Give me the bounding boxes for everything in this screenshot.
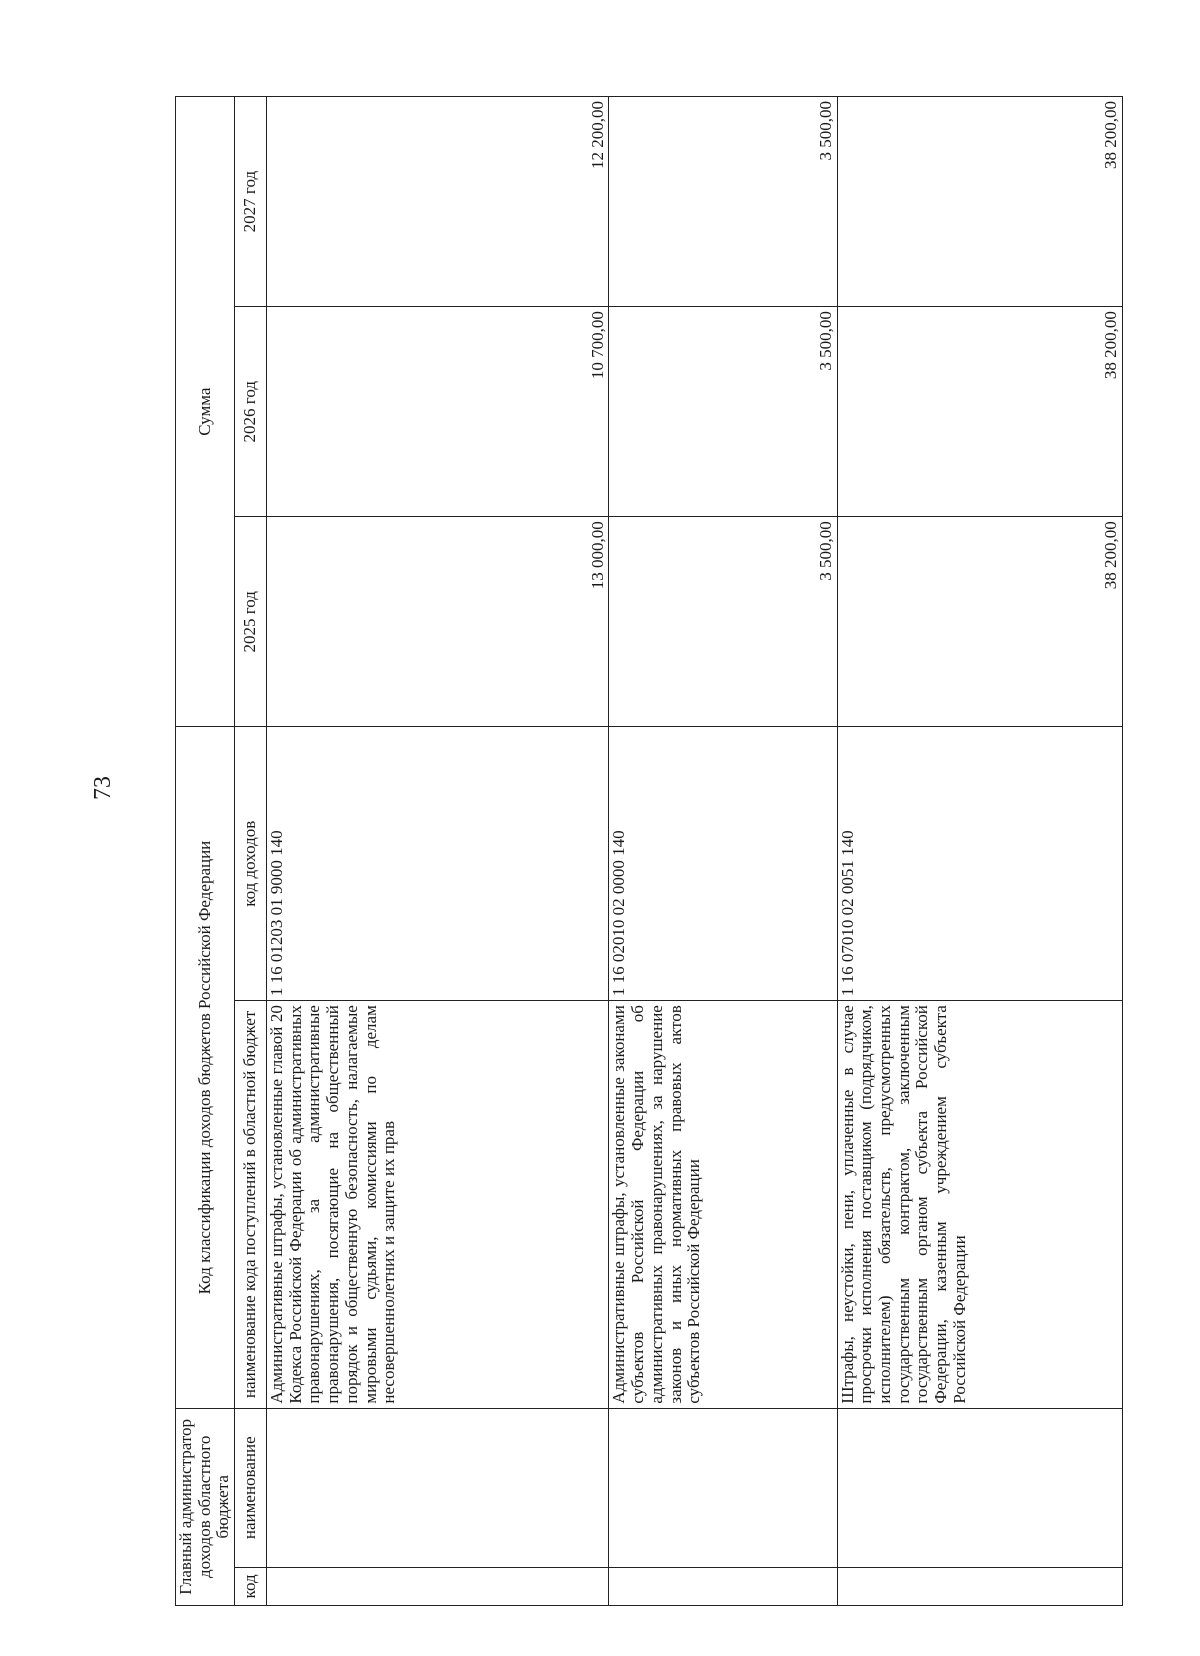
admin-name-cell bbox=[267, 1408, 609, 1567]
admin-name-cell bbox=[609, 1408, 837, 1567]
header-name: наименование bbox=[235, 1408, 267, 1567]
sum-2025-cell: 13 000,00 bbox=[267, 517, 609, 727]
header-sum-group: Сумма bbox=[176, 97, 235, 727]
sum-2027-cell: 12 200,00 bbox=[267, 97, 609, 307]
admin-name-cell bbox=[837, 1408, 1122, 1567]
sum-2026-cell: 38 200,00 bbox=[837, 307, 1122, 517]
admin-code-cell bbox=[837, 1567, 1122, 1605]
page-number: 73 bbox=[90, 776, 116, 800]
sum-2027-cell: 38 200,00 bbox=[837, 97, 1122, 307]
table-row bbox=[267, 97, 609, 1606]
header-2027: 2027 год bbox=[235, 97, 267, 307]
sum-2026-cell: 3 500,00 bbox=[609, 307, 837, 517]
sum-2025-cell: 38 200,00 bbox=[837, 517, 1122, 727]
header-admin-group: Главный администратор доходов областного бюджета bbox=[176, 1408, 235, 1605]
header-revenue-name: наименование кода поступлений в областной бюджет bbox=[235, 1001, 267, 1408]
sum-2026-cell: 10 700,00 bbox=[267, 307, 609, 517]
table-row bbox=[609, 97, 837, 1606]
revenue-code-cell: 1 16 02010 02 0000 140 bbox=[609, 727, 837, 1001]
header-revenue-code: код доходов bbox=[235, 727, 267, 1001]
revenue-name-cell: Штрафы, неустойки, пени, уплаченные в случае просрочки исполнения поставщиком (подрядчиком, исполнителем) обязательств, предусмотренных государственным контрактом, заключенным государственным органом субъекта Российской Федерации, казенным учреждением субъекта Российской Федерации bbox=[837, 1001, 1122, 1408]
sum-2025-cell: 3 500,00 bbox=[609, 517, 837, 727]
header-code: код bbox=[235, 1567, 267, 1605]
admin-code-cell bbox=[267, 1567, 609, 1605]
header-2025: 2025 год bbox=[235, 517, 267, 727]
admin-code-cell bbox=[609, 1567, 837, 1605]
revenue-code-cell: 1 16 07010 02 0051 140 bbox=[837, 727, 1122, 1001]
revenue-code-cell: 1 16 01203 01 9000 140 bbox=[267, 727, 609, 1001]
revenue-name-cell: Административные штрафы, установленные законами субъектов Российской Федерации об административных правонарушениях, за нарушение законов и иных нормативных правовых актов субъектов Российской Федерации bbox=[609, 1001, 837, 1408]
revenue-name-cell: Административные штрафы, установленные главой 20 Кодекса Российской Федерации об административных правонарушениях, за административные правонарушения, посягающие на общественный порядок и общественную безопасность, налагаемые мировыми судьями, комиссиями по делам несовершеннолетних и защите их прав bbox=[267, 1001, 609, 1408]
header-classification-group: Код классификации доходов бюджетов Российской Федерации bbox=[176, 727, 235, 1408]
sum-2027-cell: 3 500,00 bbox=[609, 97, 837, 307]
table-row bbox=[837, 97, 1122, 1606]
budget-table-sheet bbox=[175, 96, 1123, 1606]
revenue-classification-table bbox=[175, 96, 1123, 1606]
header-2026: 2026 год bbox=[235, 307, 267, 517]
